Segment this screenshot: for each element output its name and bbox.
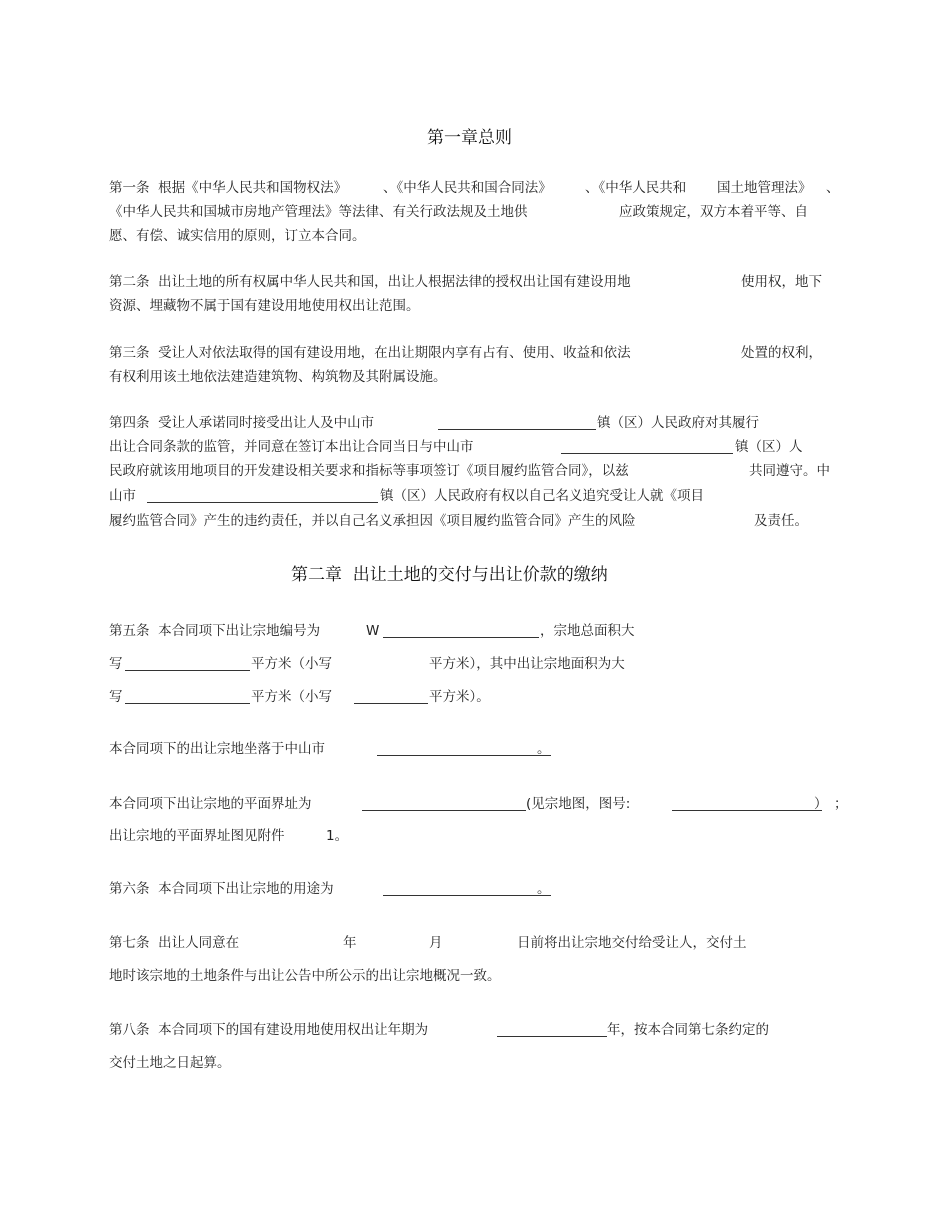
article-7-year: 年 bbox=[343, 935, 357, 951]
article-1-line-1c: 、《中华人民共和 bbox=[585, 180, 687, 196]
article-8-line-2: 交付土地之日起算。 bbox=[109, 1055, 231, 1071]
article-1-line-1 bbox=[109, 179, 347, 197]
article-4-line-3b: 共同遵守。中 bbox=[749, 463, 830, 479]
blank-town-1[interactable] bbox=[438, 415, 596, 430]
article-5-line-1c: ，宗地总面积大 bbox=[540, 623, 635, 639]
blank-parcel-area-lower[interactable] bbox=[354, 689, 428, 704]
boundary-line-1c: ） bbox=[814, 796, 828, 812]
article-5-line-1a: 第五条 本合同项下出让宗地编号为 bbox=[109, 623, 321, 639]
article-8-line-1a: 第八条 本合同项下的国有建设用地使用权出让年期为 bbox=[109, 1022, 429, 1038]
article-2-line-2: 资源、埋藏物不属于国有建设用地使用权出让范围。 bbox=[109, 298, 420, 314]
article-6-line-1b: 。 bbox=[537, 881, 551, 897]
blank-term-years[interactable] bbox=[497, 1022, 607, 1037]
article-1-line-2a: 《中华人民共和国城市房地产管理法》等法律、有关行政法规及土地供 bbox=[109, 204, 528, 220]
blank-parcel-area-upper[interactable] bbox=[125, 689, 250, 704]
article-5-line-2b: 平方米（小写 bbox=[251, 656, 332, 672]
article-4-line-5a: 履约监管合同》产生的违约责任，并以自己名义承担因《项目履约监管合同》产生的风险 bbox=[109, 513, 636, 529]
boundary-line-1b: (见宗地图，图号: bbox=[526, 796, 631, 812]
chapter-2-title: 第二章 出让土地的交付与出让价款的缴纳 bbox=[291, 565, 608, 585]
blank-map-number[interactable] bbox=[672, 796, 822, 811]
article-7-line-1d: 日前将出让宗地交付给受让人，交付土 bbox=[517, 935, 747, 951]
article-1-line-1b: 、《中华人民共和国合同法》 bbox=[383, 180, 552, 196]
blank-boundary[interactable] bbox=[362, 796, 526, 811]
article-4-line-5b: 及责任。 bbox=[754, 513, 808, 529]
boundary-line-1a: 本合同项下出让宗地的平面界址为 bbox=[109, 796, 312, 812]
article-4-line-1a: 第四条 受让人承诺同时接受出让人及中山市 bbox=[109, 415, 375, 431]
article-5-line-2c: 平方米），其中出让宗地面积为大 bbox=[429, 656, 625, 672]
article-5-w-prefix: W bbox=[366, 623, 380, 639]
article-1-line-1e: 、 bbox=[826, 180, 840, 196]
article-7-line-1a: 第七条 出让人同意在 bbox=[109, 935, 240, 951]
blank-town-2[interactable] bbox=[561, 439, 733, 454]
article-4-line-3a: 民政府就该用地项目的开发建设相关要求和指标等事项签订《项目履约监管合同》，以兹 bbox=[109, 463, 629, 479]
blank-land-use[interactable] bbox=[383, 881, 551, 896]
article-4-line-4a: 山市 bbox=[109, 488, 136, 504]
location-line-1a: 本合同项下的出让宗地坐落于中山市 bbox=[109, 741, 325, 757]
article-4-line-2a: 出让合同条款的监管，并同意在签订本出让合同当日与中山市 bbox=[109, 439, 474, 455]
article-1-line-1d: 国土地管理法》 bbox=[717, 180, 812, 196]
article-5-line-3b: 平方米（小写 bbox=[251, 689, 332, 705]
article-5-line-2a: 写 bbox=[109, 656, 123, 672]
boundary-line-2b: 1。 bbox=[326, 828, 349, 844]
blank-total-area-upper[interactable] bbox=[125, 656, 250, 671]
article-2-line-1b: 使用权，地下 bbox=[741, 274, 822, 290]
blank-location[interactable] bbox=[377, 741, 551, 756]
article-4-line-4b: 镇（区）人民政府有权以自己名义追究受让人就《项目 bbox=[380, 488, 704, 504]
article-5-line-3c: 平方米）。 bbox=[429, 689, 490, 705]
article-7-month: 月 bbox=[429, 935, 443, 951]
blank-town-3[interactable] bbox=[147, 488, 378, 503]
article-8-line-1b: 年，按本合同第七条约定的 bbox=[607, 1022, 769, 1038]
article-5-line-3a: 写 bbox=[109, 689, 123, 705]
article-4-line-1b: 镇（区）人民政府对其履行 bbox=[597, 415, 759, 431]
blank-parcel-number[interactable] bbox=[383, 623, 539, 638]
location-line-1b: 。 bbox=[537, 741, 551, 757]
boundary-line-2a: 出让宗地的平面界址图见附件 bbox=[109, 828, 285, 844]
article-4-line-2b: 镇（区）人 bbox=[735, 439, 803, 455]
article-2-line-1a: 第二条 出让土地的所有权属中华人民共和国，出让人根据法律的授权出让国有建设用地 bbox=[109, 274, 631, 290]
article-7-line-2: 地时该宗地的土地条件与出让公告中所公示的出让宗地概况一致。 bbox=[109, 968, 501, 984]
article-3-line-1b: 处置的权利， bbox=[741, 345, 822, 361]
chapter-1-title: 第一章总则 bbox=[427, 128, 512, 148]
art1-text: 第一条 根据《中华人民共和国物权法》 bbox=[109, 180, 348, 196]
article-1-line-2b: 应政策规定，双方本着平等、自 bbox=[619, 204, 808, 220]
article-6-line-1a: 第六条 本合同项下出让宗地的用途为 bbox=[109, 881, 334, 897]
article-1-line-3: 愿、有偿、诚实信用的原则，订立本合同。 bbox=[109, 228, 366, 244]
article-3-line-1a: 第三条 受让人对依法取得的国有建设用地，在出让期限内享有占有、使用、收益和依法 bbox=[109, 345, 631, 361]
boundary-line-1d: ； bbox=[834, 796, 848, 812]
article-3-line-2: 有权利用该土地依法建造建筑物、构筑物及其附属设施。 bbox=[109, 369, 447, 385]
